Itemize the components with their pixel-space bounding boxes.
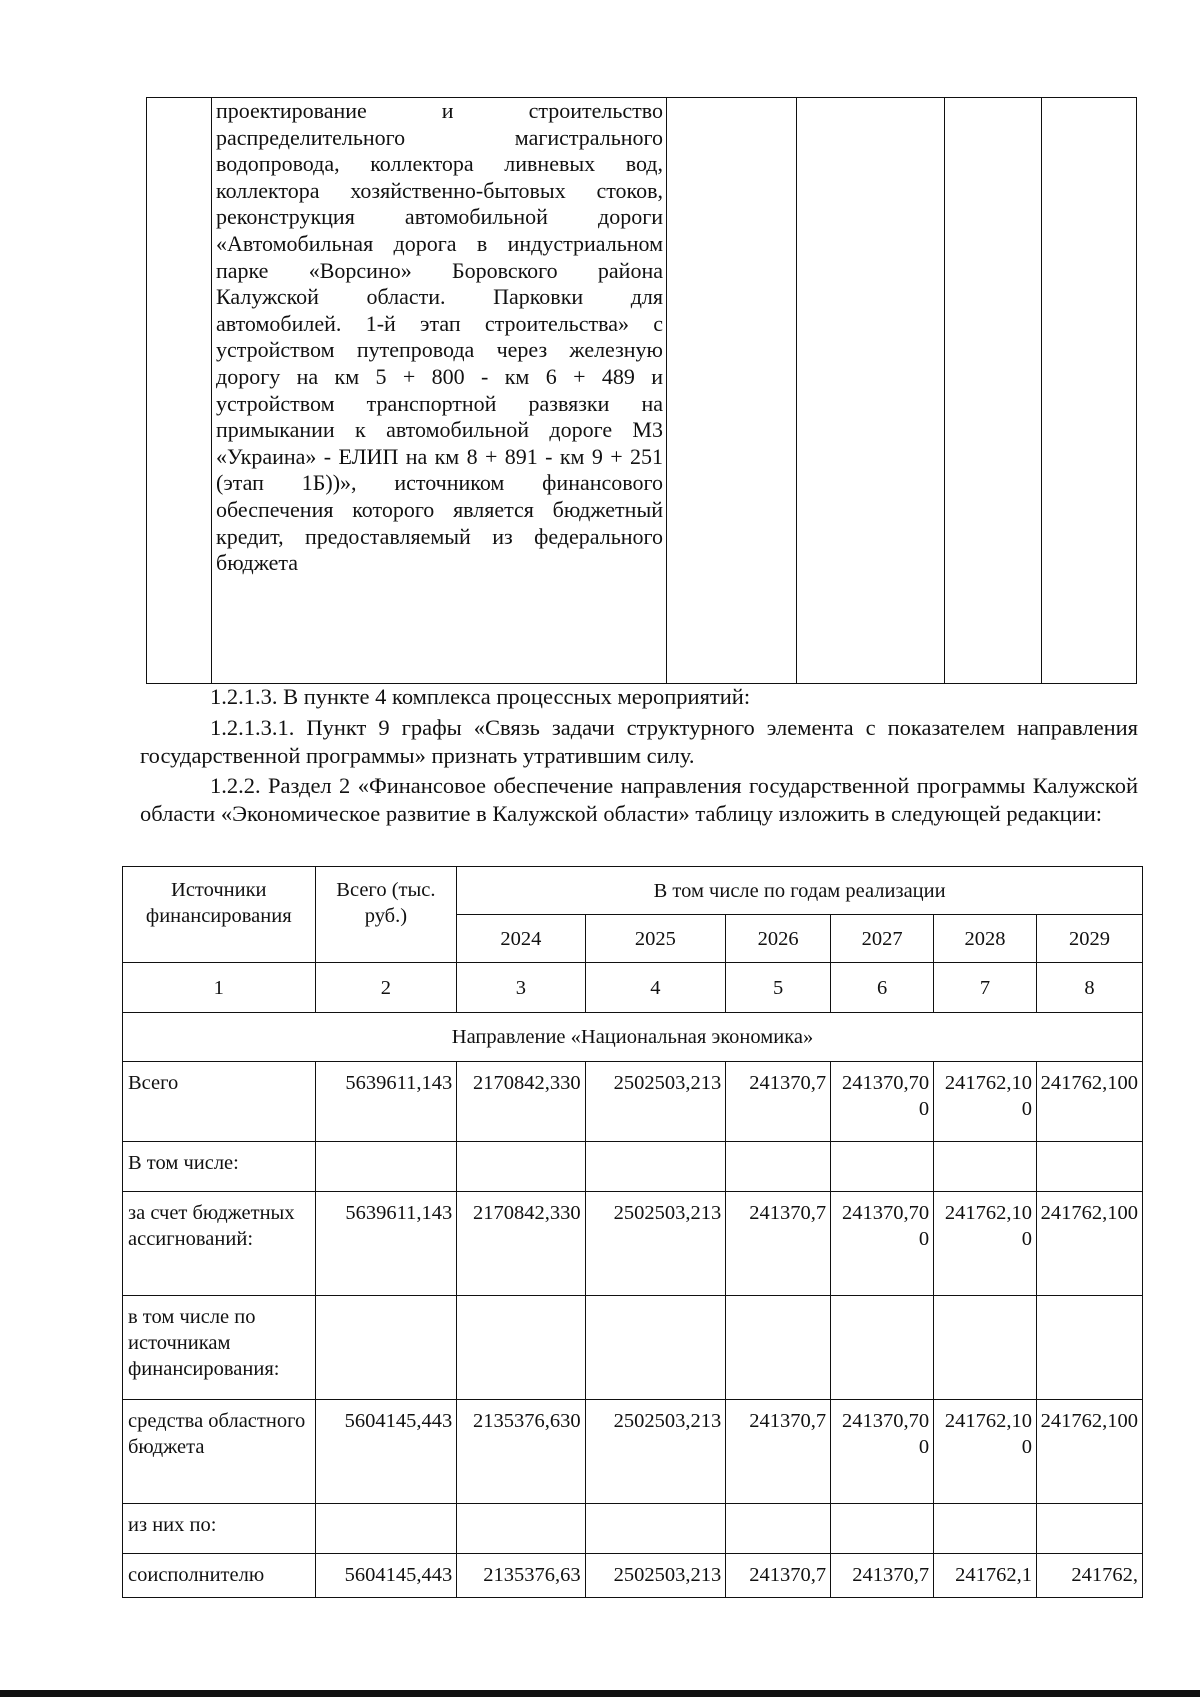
header-source: Источники финансирования bbox=[123, 867, 316, 963]
table-cell bbox=[945, 98, 1042, 684]
value-cell bbox=[315, 1296, 457, 1400]
value-cell: 5639611,143 bbox=[315, 1062, 457, 1142]
value-cell bbox=[457, 1504, 585, 1554]
table-cell bbox=[797, 98, 945, 684]
table-cell bbox=[667, 98, 797, 684]
header-year: 2025 bbox=[585, 915, 726, 963]
row-label: за счет бюджетных ассигнований: bbox=[123, 1192, 316, 1296]
table-row bbox=[123, 1554, 1143, 1598]
header-year: 2028 bbox=[934, 915, 1037, 963]
section-row bbox=[123, 1013, 1143, 1062]
column-number: 4 bbox=[585, 963, 726, 1013]
value-cell: 2502503,213 bbox=[585, 1062, 726, 1142]
value-cell bbox=[315, 1142, 457, 1192]
value-cell bbox=[585, 1504, 726, 1554]
row-label: соисполнителю bbox=[123, 1554, 316, 1598]
table-cell bbox=[1042, 98, 1137, 684]
value-cell: 241370,700 bbox=[831, 1400, 934, 1504]
table-cell bbox=[212, 98, 667, 684]
value-cell: 2502503,213 bbox=[585, 1554, 726, 1598]
value-cell: 241370,700 bbox=[831, 1192, 934, 1296]
value-cell: 241762,1 bbox=[934, 1554, 1037, 1598]
value-cell bbox=[585, 1142, 726, 1192]
value-cell bbox=[585, 1296, 726, 1400]
value-cell: 2170842,330 bbox=[457, 1062, 585, 1142]
value-cell bbox=[934, 1142, 1037, 1192]
paragraph-1-2-2: 1.2.2. Раздел 2 «Финансовое обеспечение направления государственной программы Калужской области «Экономическое развитие в Калужской области» таблицу изложить в следующей редакции: bbox=[140, 773, 1138, 826]
column-numbers-row bbox=[123, 963, 1143, 1013]
row-label: из них по: bbox=[123, 1504, 316, 1554]
value-cell: 241370,7 bbox=[726, 1192, 831, 1296]
table-row bbox=[123, 1142, 1143, 1192]
table-cell bbox=[147, 98, 212, 684]
column-number: 3 bbox=[457, 963, 585, 1013]
continuation-table bbox=[146, 97, 1137, 684]
table-row bbox=[123, 1192, 1143, 1296]
value-cell bbox=[831, 1296, 934, 1400]
value-cell: 2502503,213 bbox=[585, 1400, 726, 1504]
value-cell bbox=[726, 1296, 831, 1400]
column-number: 8 bbox=[1036, 963, 1142, 1013]
value-cell: 2170842,330 bbox=[457, 1192, 585, 1296]
value-cell: 241762,100 bbox=[1036, 1062, 1142, 1142]
table-row bbox=[147, 98, 1137, 684]
measure-description: проектирование и строительство распределительного магистрального водопровода, коллектора ливневых вод, коллектора хозяйственно-бытовых стоков, реконструкция автомобильной дороги «Автомобильная дорога в индустриальном парке «Ворсино» Боровского района Калужской области. Парковки для автомобилей. 1-й этап строительства» с устройством путепровода через железную дорогу на км 5 + 800 - км 6 + 489 и устройством транспортной развязки на примыкании к автомобильной дороге М3 «Украина» - ЕЛИП на км 8 + 891 - км 9 + 251 (этап 1Б))», источником финансового обеспечения которого является бюджетный кредит, предоставляемый из федерального бюджета bbox=[216, 98, 663, 576]
value-cell: 241762,100 bbox=[934, 1400, 1037, 1504]
column-number: 1 bbox=[123, 963, 316, 1013]
value-cell bbox=[934, 1504, 1037, 1554]
value-cell bbox=[726, 1504, 831, 1554]
section-title: Направление «Национальная экономика» bbox=[123, 1013, 1143, 1062]
value-cell bbox=[831, 1504, 934, 1554]
value-cell: 2135376,630 bbox=[457, 1400, 585, 1504]
column-number: 6 bbox=[831, 963, 934, 1013]
value-cell: 241370,7 bbox=[831, 1554, 934, 1598]
header-year: 2026 bbox=[726, 915, 831, 963]
row-label: Всего bbox=[123, 1062, 316, 1142]
paragraph-1-2-1-3-1: 1.2.1.3.1. Пункт 9 графы «Связь задачи структурного элемента с показателем направления государственной программы» признать утратившим силу. bbox=[140, 715, 1138, 768]
value-cell bbox=[315, 1504, 457, 1554]
value-cell: 5604145,443 bbox=[315, 1554, 457, 1598]
column-number: 5 bbox=[726, 963, 831, 1013]
value-cell bbox=[457, 1296, 585, 1400]
row-label: средства областного бюджета bbox=[123, 1400, 316, 1504]
value-cell: 241762,100 bbox=[934, 1062, 1037, 1142]
value-cell: 241762,100 bbox=[1036, 1192, 1142, 1296]
row-label: в том числе по источникам финансирования: bbox=[123, 1296, 316, 1400]
table-row bbox=[123, 1296, 1143, 1400]
value-cell: 5639611,143 bbox=[315, 1192, 457, 1296]
value-cell: 241370,700 bbox=[831, 1062, 934, 1142]
value-cell: 2502503,213 bbox=[585, 1192, 726, 1296]
header-year: 2029 bbox=[1036, 915, 1142, 963]
financing-table bbox=[122, 866, 1143, 1598]
value-cell: 241762,100 bbox=[1036, 1400, 1142, 1504]
value-cell: 241370,7 bbox=[726, 1554, 831, 1598]
value-cell bbox=[831, 1142, 934, 1192]
value-cell: 241762, bbox=[1036, 1554, 1142, 1598]
header-total: Всего (тыс. руб.) bbox=[315, 867, 457, 963]
value-cell: 5604145,443 bbox=[315, 1400, 457, 1504]
header-year: 2024 bbox=[457, 915, 585, 963]
value-cell bbox=[1036, 1504, 1142, 1554]
table-row bbox=[123, 1062, 1143, 1142]
value-cell: 241370,7 bbox=[726, 1400, 831, 1504]
value-cell bbox=[726, 1142, 831, 1192]
column-number: 7 bbox=[934, 963, 1037, 1013]
table-row bbox=[123, 1400, 1143, 1504]
value-cell bbox=[457, 1142, 585, 1192]
value-cell: 241370,7 bbox=[726, 1062, 831, 1142]
row-label: В том числе: bbox=[123, 1142, 316, 1192]
value-cell: 241762,100 bbox=[934, 1192, 1037, 1296]
scan-edge bbox=[0, 1690, 1200, 1697]
value-cell bbox=[1036, 1296, 1142, 1400]
header-row bbox=[123, 867, 1143, 915]
header-years-group: В том числе по годам реализации bbox=[457, 867, 1143, 915]
column-number: 2 bbox=[315, 963, 457, 1013]
header-year: 2027 bbox=[831, 915, 934, 963]
value-cell bbox=[1036, 1142, 1142, 1192]
value-cell: 2135376,63 bbox=[457, 1554, 585, 1598]
paragraph-1-2-1-3: 1.2.1.3. В пункте 4 комплекса процессных мероприятий: bbox=[210, 684, 751, 709]
table-row bbox=[123, 1504, 1143, 1554]
value-cell bbox=[934, 1296, 1037, 1400]
